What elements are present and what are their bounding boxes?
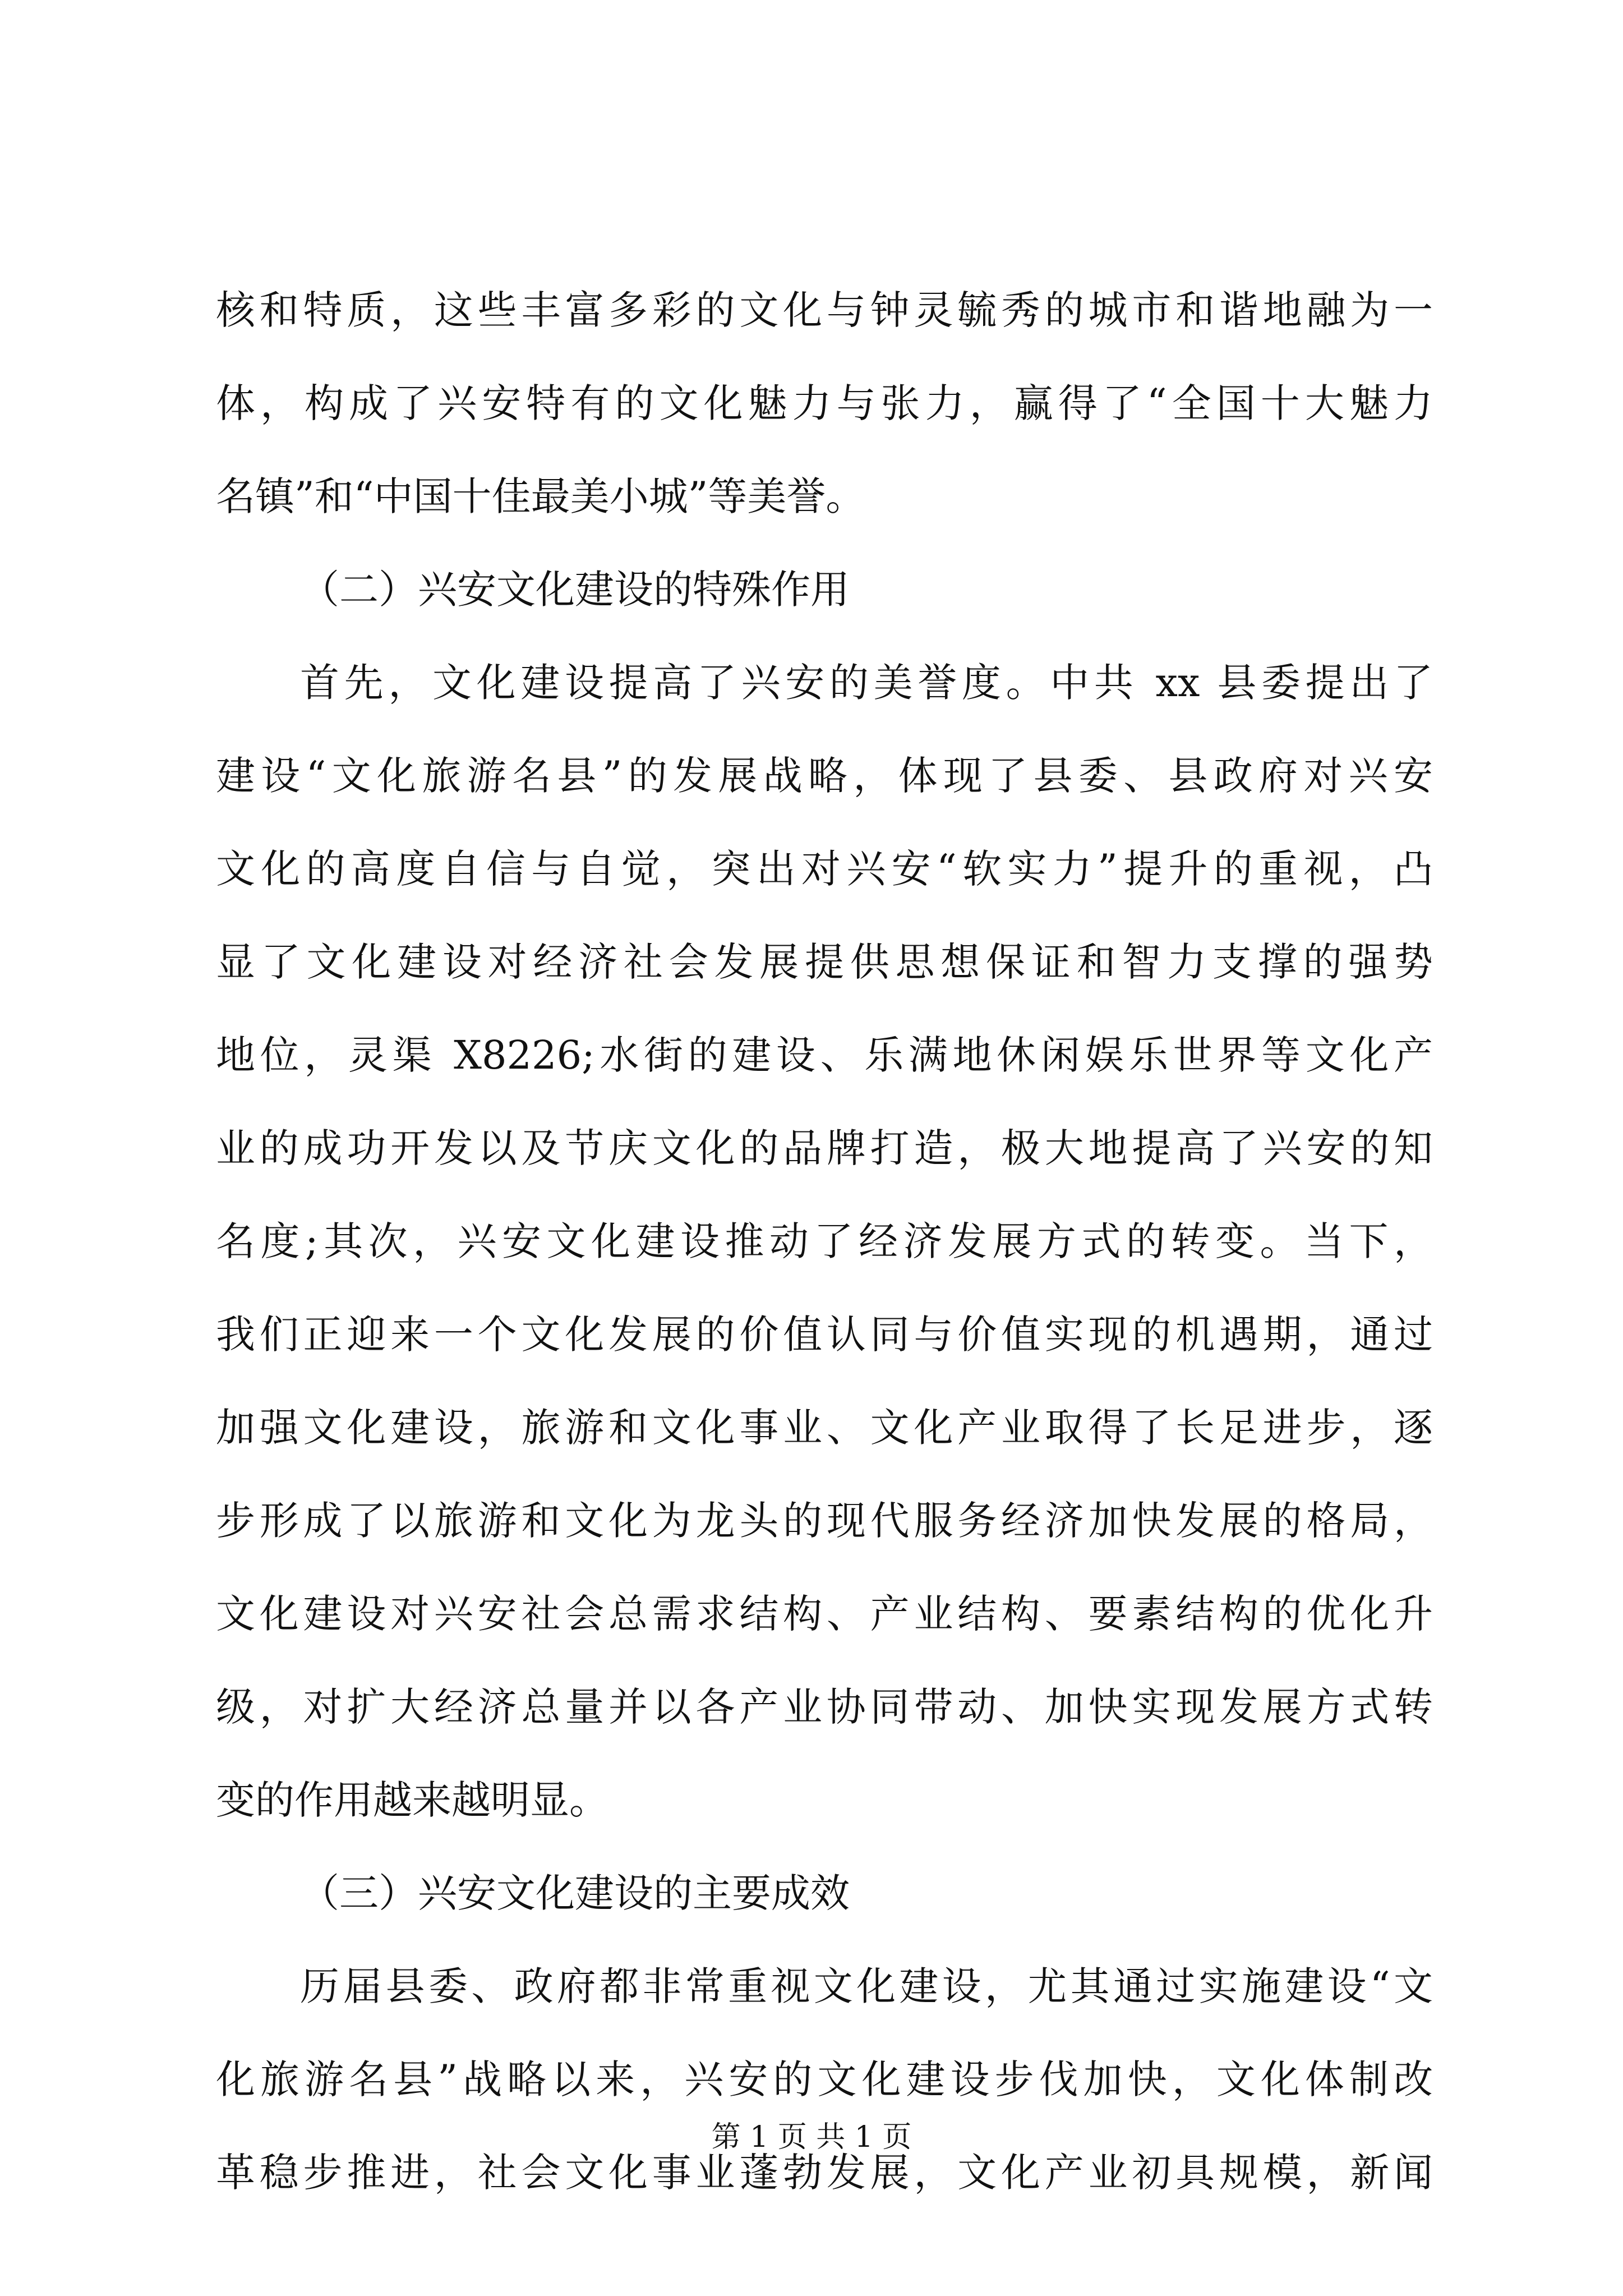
text-line: 核和特质，这些丰富多彩的文化与钟灵毓秀的城市和谐地融为一 (216, 287, 1433, 333)
text-line: 我们正迎来一个文化发展的价值认同与价值实现的机遇期，通过 (216, 1312, 1433, 1358)
text-line: 革稳步推进，社会文化事业蓬勃发展，文化产业初具规模，新闻 (216, 2150, 1433, 2196)
text-line: 变的作用越来越明显。 (216, 1777, 608, 1823)
text-line: 级，对扩大经济总量并以各产业协同带动、加快实现发展方式转 (216, 1684, 1433, 1730)
section-heading-text: （三）兴安文化建设的主要成效 (300, 1870, 850, 1916)
text-line: 地位，灵渠 X8226;水街的建设、乐满地休闲娱乐世界等文化产 (216, 1032, 1433, 1078)
text-line: 首先，文化建设提高了兴安的美誉度。中共 xx 县委提出了 (300, 660, 1433, 706)
text-line: 步形成了以旅游和文化为龙头的现代服务经济加快发展的格局， (216, 1498, 1433, 1544)
text-line: 历届县委、政府都非常重视文化建设，尤其通过实施建设“文 (300, 1963, 1433, 2009)
text-line: 加强文化建设，旅游和文化事业、文化产业取得了长足进步，逐 (216, 1405, 1433, 1451)
text-line: 显了文化建设对经济社会发展提供思想保证和智力支撑的强势 (216, 939, 1433, 985)
text-line: 文化建设对兴安社会总需求结构、产业结构、要素结构的优化升 (216, 1591, 1433, 1637)
text-line: 名度;其次，兴安文化建设推动了经济发展方式的转变。当下， (216, 1218, 1433, 1264)
text-line: 建设“文化旅游名县”的发展战略，体现了县委、县政府对兴安 (216, 753, 1433, 799)
document-body (216, 264, 1433, 2219)
paragraph-main-results (216, 1940, 1433, 2219)
text-line: 化旅游名县”战略以来，兴安的文化建设步伐加快，文化体制改 (216, 2056, 1433, 2102)
section-heading-2 (216, 543, 1433, 636)
text-line: 名镇”和“中国十佳最美小城”等美誉。 (216, 473, 865, 519)
page-number-footer: 第 1 页 共 1 页 (711, 2120, 912, 2154)
paragraph-continuation (216, 264, 1433, 543)
text-line: 体，构成了兴安特有的文化魅力与张力，赢得了“全国十大魅力 (216, 380, 1433, 426)
text-line: 业的成功开发以及节庆文化的品牌打造，极大地提高了兴安的知 (216, 1125, 1433, 1171)
section-heading-3 (216, 1847, 1433, 1940)
text-line: 文化的高度自信与自觉，突出对兴安“软实力”提升的重视，凸 (216, 846, 1433, 892)
section-heading-text: （二）兴安文化建设的特殊作用 (300, 567, 850, 613)
paragraph-special-role (216, 636, 1433, 1847)
